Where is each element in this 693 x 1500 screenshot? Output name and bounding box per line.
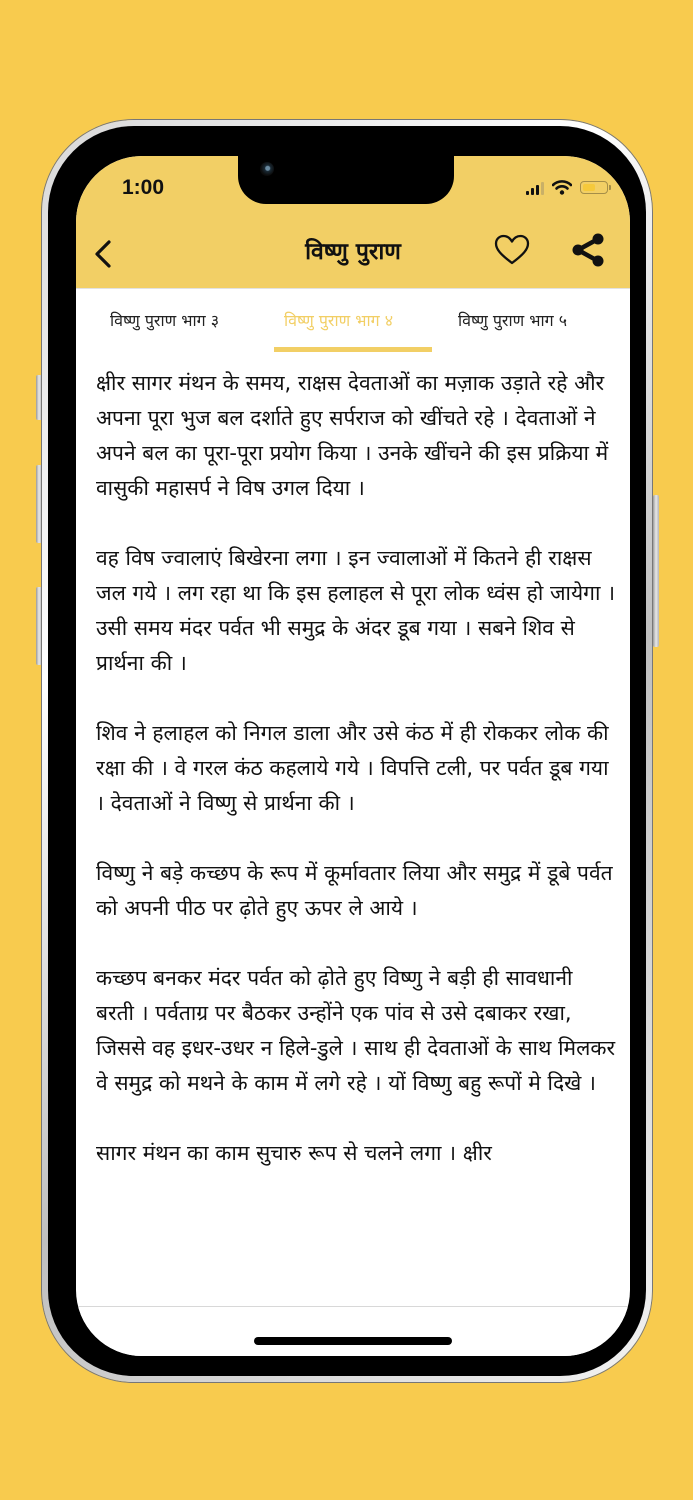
status-icons — [526, 180, 608, 195]
paragraph: कच्छप बनकर मंदर पर्वत को ढ़ोते हुए विष्णु ने बड़ी ही सावधानी बरती । पर्वताग्र पर बैठकर उन्होंने एक पांव से उसे दबाकर रखा, जिससे वह इधर-उधर न हिले-डुले । साथ ही देवताओं के साथ मिलकर वे समुद्र को मथने के काम में लगे रहे । यों विष्णु बहु रूपों मे दिखे । — [96, 966, 616, 1095]
heart-icon — [494, 234, 530, 266]
wifi-icon — [552, 180, 572, 195]
tab-part-5[interactable]: विष्णु पुराण भाग ५ — [458, 311, 568, 330]
share-button[interactable] — [570, 232, 606, 270]
status-time: 1:00 — [122, 176, 165, 199]
active-tab-indicator — [274, 347, 432, 352]
battery-icon — [580, 181, 608, 194]
power-button — [653, 495, 659, 647]
paragraph: सागर मंथन का काम सुचारु रूप से चलने लगा । क्षीर — [96, 1141, 492, 1165]
paragraph: विष्णु ने बड़े कच्छप के रूप में कूर्मावतार लिया और समुद्र में डूबे पर्वत को अपनी पीठ पर ढ़ोते हुए ऊपर ले आये । — [96, 861, 613, 920]
tab-part-3[interactable]: विष्णु पुराण भाग ३ — [110, 311, 220, 330]
phone-bezel — [48, 126, 646, 1376]
share-icon — [570, 232, 606, 268]
paragraph: वह विष ज्वालाएं बिखेरना लगा । इन ज्वालाओं में कितने ही राक्षस जल गये । लग रहा था कि इस हलाहल से पूरा लोक ध्वंस हो जायेगा । उसी समय मंदर पर्वत भी समुद्र के अंदर डूब गया । सबने शिव से प्रार्थना की । — [96, 546, 616, 675]
paragraph: क्षीर सागर मंथन के समय, राक्षस देवताओं का मज़ाक उड़ाते रहे और अपना पूरा भुज बल दर्शाते हुए सर्पराज को खींचते रहे । देवताओं ने अपने बल का पूरा-पूरा प्रयोग किया । उनके खींचने की इस प्रक्रिया में वासुकी महासर्प ने विष उगल दिया । — [96, 371, 609, 500]
bottom-safe-area — [76, 1307, 630, 1356]
paragraph: शिव ने हलाहल को निगल डाला और उसे कंठ में ही रोककर लोक की रक्षा की । वे गरल कंठ कहलाये गये । विपत्ति टली, पर पर्वत डूब गया । देवताओं ने विष्णु से प्रार्थना की । — [96, 721, 609, 815]
screen — [76, 156, 630, 1356]
app-bar — [76, 156, 630, 289]
camera-icon — [260, 162, 274, 176]
favorite-button[interactable] — [494, 234, 530, 268]
phone-frame — [42, 120, 652, 1382]
signal-icon — [526, 181, 544, 195]
story-content[interactable] — [96, 366, 616, 1206]
home-indicator[interactable] — [254, 1337, 452, 1345]
page-title: विष्णु पुराण — [305, 239, 401, 265]
tab-part-4[interactable]: विष्णु पुराण भाग ४ — [284, 311, 394, 330]
notch — [238, 156, 454, 204]
